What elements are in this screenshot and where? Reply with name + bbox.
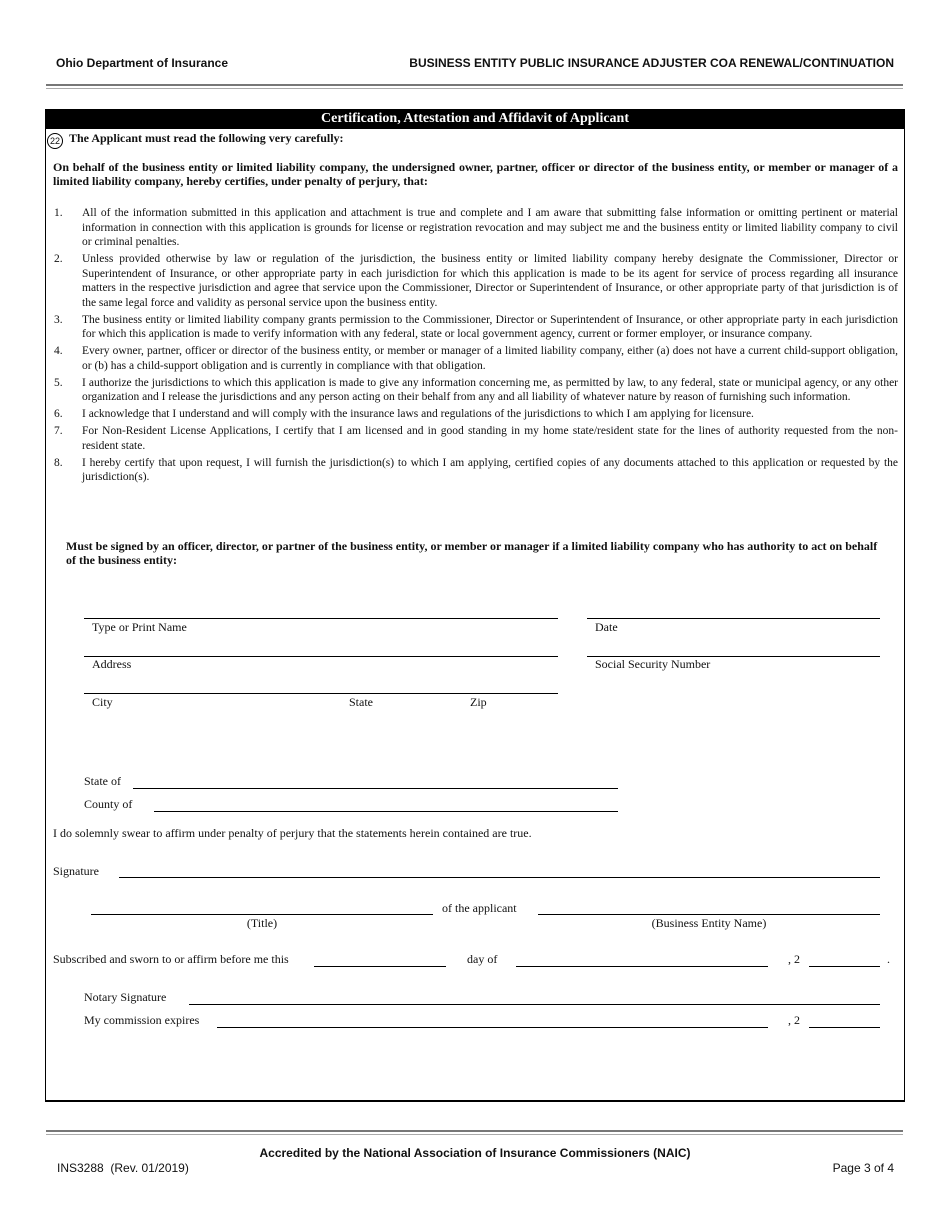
item-number: 8. [54,456,63,469]
subscribed-label: Subscribed and sworn to or affirm before me this [53,952,289,966]
page-number: Page 3 of 4 [832,1161,894,1175]
list-item [50,376,898,405]
commission-year-prefix-label: , 2 [788,1013,800,1027]
footer-divider-thin [46,1134,903,1135]
year-prefix-label: , 2 [788,952,800,966]
business-entity-name-field[interactable] [538,914,880,915]
item-number: 5. [54,376,63,389]
notary-signature-label: Notary Signature [84,990,167,1004]
list-item [50,424,898,453]
header-divider [46,84,903,86]
ssn-label: Social Security Number [595,657,711,671]
list-item [50,344,898,373]
form-title: BUSINESS ENTITY PUBLIC INSURANCE ADJUSTER COA RENEWAL/CONTINUATION [409,56,894,70]
item-number: 7. [54,425,63,437]
item-text: Every owner, partner, officer or director of the business entity, or member or manager of a limited liability company, either (a) does not have a current child-support obligation, or (b) has a child-support obligation and is currently in compliance with that obligation. [82,345,898,372]
item-number: 1. [54,207,63,219]
item-text: I authorize the jurisdictions to which this application is made to give any information concerning me, as permitted by law, to any federal, state or municipal agency, or any other organization and I release the jurisdictions and any person acting on their behalf from any and all liability of whatever nature by reason of furnishing such information. [82,376,898,403]
signature-field[interactable] [119,877,880,878]
state-of-label: State of [84,774,121,788]
footer-divider [46,1130,903,1132]
address-label: Address [92,657,132,671]
business-entity-name-caption: (Business Entity Name) [651,916,767,930]
oath-statement: I do solemnly swear to affirm under penalty of perjury that the statements herein contained are true. [53,826,532,840]
department-name: Ohio Department of Insurance [56,56,229,70]
date-field[interactable] [587,618,880,619]
item-number: 3. [54,313,63,326]
notary-signature-field[interactable] [189,1004,880,1005]
form-number: INS3288 (Rev. 01/2019) [57,1161,189,1175]
list-item [50,456,898,485]
period-label: . [887,952,890,966]
item-text: The business entity or limited liability company grants permission to the Commissioner, Director or Superintendent of Insurance, or other appropriate party in each jurisdiction for which this application is made to verify information with any federal, state or local government agency, current or former employer, or insurance company. [82,313,898,340]
day-field[interactable] [314,966,446,967]
commission-year-field[interactable] [809,1027,880,1028]
state-label: State [349,695,373,709]
title-field[interactable] [91,914,433,915]
zip-label: Zip [470,695,487,709]
item-text: I acknowledge that I understand and will comply with the insurance laws and regulations of the jurisdictions to which I am applying for licensure. [82,408,754,420]
section-intro: The Applicant must read the following very carefully: [69,131,344,145]
year-field[interactable] [809,966,880,967]
item-number: 6. [54,408,63,420]
print-name-field[interactable] [84,618,558,619]
item-text: Unless provided otherwise by law or regulation of the jurisdiction, the business entity or limited liability company hereby designate the Commissioner, Director or Superintendent of Insurance, or other appropriate party in each jurisdiction for which this application is made to be its agent for service of process regarding all insurance matters in the respective jurisdiction and agree that service upon the Commissioner, Director or Superintendent of Insurance, or other appropriate party of that jurisdiction is of the same legal force and validity as personal service upon the business entity. [82,253,898,309]
list-item [50,252,898,310]
county-of-label: County of [84,797,133,811]
print-name-label: Type or Print Name [92,620,187,634]
accreditation-note: Accredited by the National Association of Insurance Commissioners (NAIC) [259,1146,691,1160]
on-behalf-statement: On behalf of the business entity or limited liability company, the undersigned owner, partner, officer or director of the business entity, or member or manager of a limited liability company, hereby certifies, under penalty of perjury, that: [53,160,898,188]
city-label: City [92,695,113,709]
section-title: Certification, Attestation and Affidavit of Applicant [45,109,905,129]
day-of-label: day of [467,952,498,966]
month-field[interactable] [516,966,768,967]
signature-label: Signature [53,864,99,878]
of-the-applicant-label: of the applicant [442,901,517,915]
item-text: For Non-Resident License Applications, I certify that I am licensed and in good standing in my home state/resident state for the lines of authority requested from the non-resident state. [82,425,898,452]
city-state-zip-field[interactable] [84,693,558,694]
item-text: I hereby certify that upon request, I will furnish the jurisdiction(s) to which I am applying, certified copies of any documents attached to this application or requested by the jurisdiction(s). [82,456,898,483]
date-label: Date [595,620,618,634]
signature-requirement: Must be signed by an officer, director, or partner of the business entity, or member or manager if a limited liability company who has authority to act on behalf of the business entity: [66,539,878,567]
item-number: 2. [54,253,63,265]
item-text: All of the information submitted in this application and attachment is true and complete and I am aware that submitting false information or omitting pertinent or material information in connection with this application is grounds for license or registration revocation and may subject me and the business entity or limited liability company to civil or criminal penalties. [82,207,898,248]
county-of-field[interactable] [154,811,618,812]
list-item [50,407,898,422]
header-divider-thin [46,88,903,89]
commission-expires-label: My commission expires [84,1013,200,1027]
list-item [50,206,898,250]
address-field[interactable] [84,656,558,657]
commission-expires-field[interactable] [217,1027,768,1028]
title-caption: (Title) [246,916,278,930]
state-of-field[interactable] [133,788,618,789]
list-item [50,313,898,342]
section-number-badge: 22 [47,133,63,149]
item-number: 4. [54,345,63,357]
certification-list [50,206,898,487]
